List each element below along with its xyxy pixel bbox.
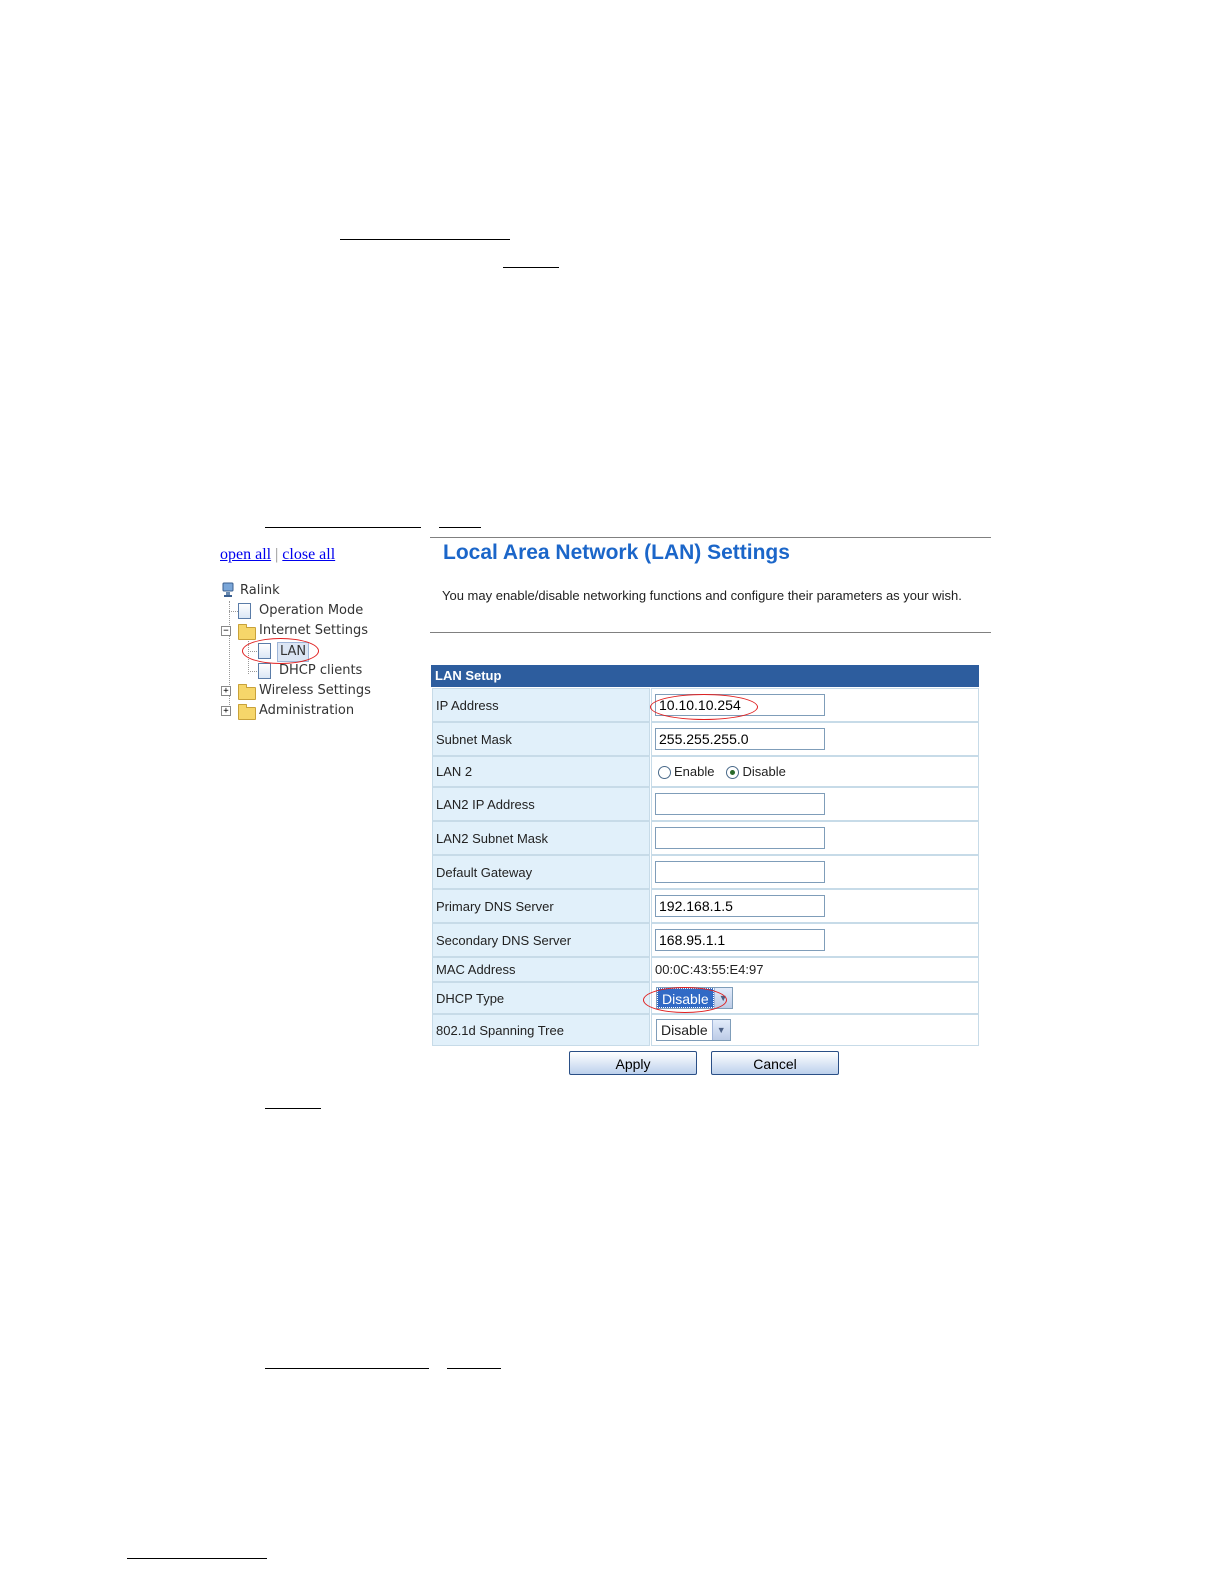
tree-connector bbox=[248, 651, 257, 652]
doc-underline bbox=[340, 239, 510, 240]
row-default-gateway bbox=[431, 855, 979, 889]
lan2-disable-text: Disable bbox=[742, 763, 786, 779]
lan2-disable-option[interactable] bbox=[726, 764, 785, 779]
row-lan2-mask bbox=[431, 821, 979, 855]
lan2-label: LAN 2 bbox=[432, 756, 650, 787]
lan2-enable-radio[interactable] bbox=[658, 766, 671, 779]
row-secondary-dns bbox=[431, 923, 979, 957]
cancel-button[interactable]: Cancel bbox=[711, 1051, 839, 1075]
tree-item-label: LAN bbox=[277, 642, 309, 662]
row-primary-dns bbox=[431, 889, 979, 923]
link-separator: | bbox=[275, 546, 279, 563]
ip-address-label: IP Address bbox=[432, 688, 650, 722]
chevron-down-icon[interactable]: ▼ bbox=[712, 1020, 730, 1040]
collapse-icon[interactable]: − bbox=[221, 626, 231, 636]
doc-underline bbox=[447, 1368, 501, 1369]
tree-toolbar bbox=[220, 546, 335, 564]
lan2-mask-label: LAN2 Subnet Mask bbox=[432, 821, 650, 855]
spanning-tree-label: 802.1d Spanning Tree bbox=[432, 1014, 650, 1046]
row-subnet-mask bbox=[431, 722, 979, 756]
tree-item-label: Administration bbox=[259, 703, 355, 718]
lan-setup-heading: LAN Setup bbox=[431, 665, 979, 687]
tree-connector bbox=[229, 601, 230, 713]
doc-underline bbox=[439, 527, 481, 528]
apply-button[interactable]: Apply bbox=[569, 1051, 697, 1075]
subnet-mask-label: Subnet Mask bbox=[432, 722, 650, 756]
lan2-disable-radio[interactable] bbox=[726, 766, 739, 779]
folder-open-icon bbox=[238, 627, 256, 640]
expand-icon[interactable]: + bbox=[221, 706, 231, 716]
lan2-ip-label: LAN2 IP Address bbox=[432, 787, 650, 821]
tree-item-label: Wireless Settings bbox=[259, 683, 371, 698]
doc-underline bbox=[503, 267, 559, 268]
default-gateway-label: Default Gateway bbox=[432, 855, 650, 889]
secondary-dns-label: Secondary DNS Server bbox=[432, 923, 650, 957]
secondary-dns-input[interactable]: 168.95.1.1 bbox=[655, 929, 825, 951]
mac-address-label: MAC Address bbox=[432, 957, 650, 982]
dhcp-type-select[interactable] bbox=[656, 987, 733, 1009]
primary-dns-label: Primary DNS Server bbox=[432, 889, 650, 923]
lan2-enable-text: Enable bbox=[674, 763, 715, 779]
folder-icon bbox=[238, 707, 256, 720]
dhcp-type-value: Disable bbox=[657, 988, 714, 1008]
open-all-link[interactable]: open all bbox=[220, 546, 272, 563]
lan2-ip-input[interactable] bbox=[655, 793, 825, 815]
spanning-tree-value: Disable bbox=[661, 1022, 708, 1038]
lan2-mask-input[interactable] bbox=[655, 827, 825, 849]
row-ip-address bbox=[431, 688, 979, 722]
lan2-enable-option[interactable] bbox=[658, 764, 714, 779]
network-computer-icon bbox=[222, 582, 234, 598]
tree-root-label: Ralink bbox=[240, 583, 280, 598]
page-icon bbox=[258, 643, 271, 659]
page-description: You may enable/disable networking functions and configure their parameters as your wish. bbox=[442, 588, 962, 603]
tree-item-label: Internet Settings bbox=[259, 623, 369, 638]
tree-item-label: Operation Mode bbox=[259, 603, 364, 618]
doc-underline bbox=[265, 1108, 321, 1109]
expand-icon[interactable]: + bbox=[221, 686, 231, 696]
page-icon bbox=[258, 663, 271, 679]
page-title: Local Area Network (LAN) Settings bbox=[443, 541, 790, 564]
page-icon bbox=[238, 603, 251, 619]
primary-dns-input[interactable]: 192.168.1.5 bbox=[655, 895, 825, 917]
tree-connector bbox=[248, 671, 257, 672]
doc-underline bbox=[265, 527, 421, 528]
row-spanning-tree bbox=[431, 1014, 979, 1046]
default-gateway-input[interactable] bbox=[655, 861, 825, 883]
row-lan2 bbox=[431, 756, 979, 787]
tree-item-label: DHCP clients bbox=[279, 663, 363, 678]
spanning-tree-select[interactable] bbox=[656, 1019, 731, 1041]
ip-address-input[interactable]: 10.10.10.254 bbox=[655, 694, 825, 716]
doc-underline bbox=[265, 1368, 429, 1369]
row-lan2-ip bbox=[431, 787, 979, 821]
chevron-down-icon[interactable]: ▼ bbox=[714, 988, 732, 1008]
top-rule bbox=[430, 537, 991, 538]
section-rule bbox=[430, 632, 991, 633]
folder-icon bbox=[238, 687, 256, 700]
subnet-mask-input[interactable]: 255.255.255.0 bbox=[655, 728, 825, 750]
row-dhcp-type bbox=[431, 982, 979, 1014]
row-mac-address bbox=[431, 957, 979, 982]
mac-address-value: 00:0C:43:55:E4:97 bbox=[651, 957, 979, 982]
tree-connector bbox=[229, 611, 238, 612]
close-all-link[interactable]: close all bbox=[282, 546, 336, 563]
tree-connector bbox=[248, 641, 249, 674]
doc-underline bbox=[127, 1558, 267, 1559]
dhcp-type-label: DHCP Type bbox=[432, 982, 650, 1014]
